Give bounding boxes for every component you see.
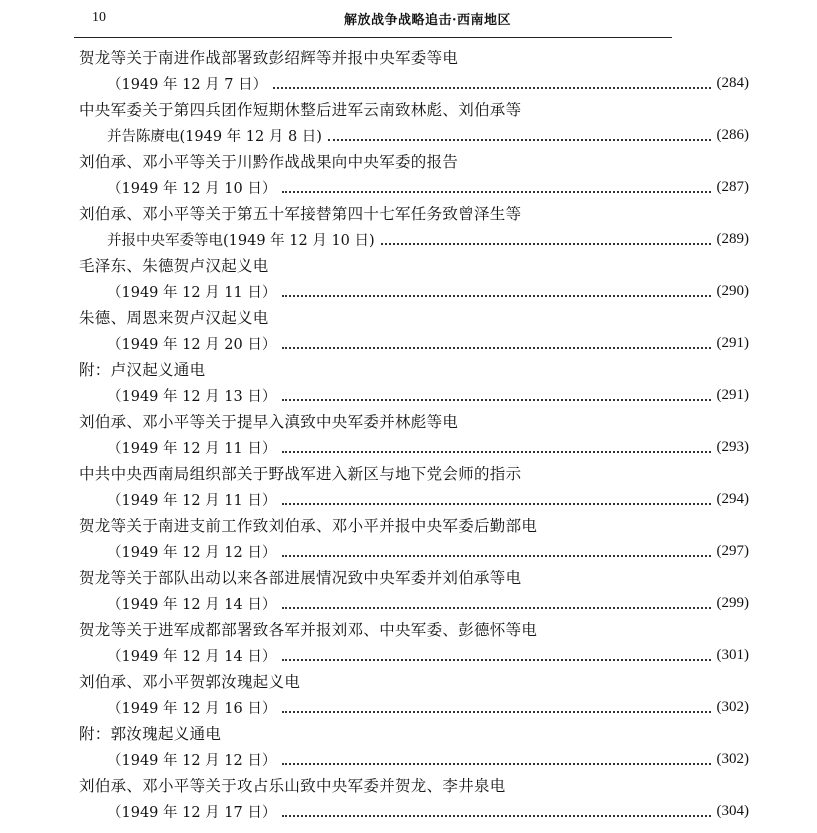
toc-entry [0,772,749,824]
running-title: 解放战争战略追击·西南地区 [344,13,512,28]
entry-title: 刘伯承、邓小平等关于攻占乐山致中央军委并贺龙、李井泉电 [79,777,506,795]
toc-entry [0,200,749,252]
leader-dots [273,73,710,89]
entry-date: （1949 年 12 月 11 日） [107,440,277,457]
entry-page: (304) [716,802,749,819]
toc-entry [0,356,749,408]
toc-entry [0,512,749,564]
entry-date: （1949 年 12 月 10 日） [107,180,277,197]
leader-dots [282,645,710,661]
leader-dots [282,385,710,401]
entry-date: 并告陈赓电(1949 年 12 月 8 日) [107,128,322,145]
leader-dots [282,281,710,297]
entry-title: 毛泽东、朱德贺卢汉起义电 [79,257,269,275]
entry-title: 朱德、周恩来贺卢汉起义电 [79,309,269,327]
entry-date: （1949 年 12 月 12 日） [107,752,277,769]
entry-title: 贺龙等关于南进作战部署致彭绍辉等并报中央军委等电 [79,49,459,67]
toc-entry [0,668,749,720]
leader-dots [282,541,710,557]
entry-page: (291) [716,334,749,351]
entry-date: （1949 年 12 月 17 日） [107,804,277,821]
toc-entry [0,44,749,96]
leader-dots [381,229,711,245]
entry-title: 中央军委关于第四兵团作短期休整后进军云南致林彪、刘伯承等 [79,101,522,119]
toc-entry [0,96,749,148]
entry-date: （1949 年 12 月 16 日） [107,700,277,717]
entry-title: 贺龙等关于南进支前工作致刘伯承、邓小平并报中央军委后勤部电 [79,517,538,535]
entry-title: 中共中央西南局组织部关于野战军进入新区与地下党会师的指示 [79,465,522,483]
entry-page: (293) [716,438,749,455]
entry-page: (302) [716,698,749,715]
entry-page: (287) [716,178,749,195]
leader-dots [328,125,711,141]
entry-date: （1949 年 12 月 11 日） [107,492,277,509]
entry-page: (290) [716,282,749,299]
entry-page: (289) [716,230,749,247]
entry-date: （1949 年 12 月 14 日） [107,648,277,665]
entry-title: 附：卢汉起义通电 [79,361,206,379]
toc-list [0,44,749,824]
entry-date: （1949 年 12 月 12 日） [107,544,277,561]
entry-date: （1949 年 12 月 14 日） [107,596,277,613]
toc-entry [0,720,749,772]
entry-title: 刘伯承、邓小平等关于提早入滇致中央军委并林彪等电 [79,413,459,431]
entry-title: 刘伯承、邓小平等关于川黔作战战果向中央军委的报告 [79,153,459,171]
toc-entry [0,304,749,356]
leader-dots [282,437,710,453]
entry-title: 刘伯承、邓小平等关于第五十军接替第四十七军任务致曾泽生等 [79,205,522,223]
entry-page: (286) [716,126,749,143]
leader-dots [282,749,710,765]
entry-date: （1949 年 12 月 13 日） [107,388,277,405]
toc-entry [0,148,749,200]
leader-dots [282,801,710,817]
toc-entry [0,252,749,304]
leader-dots [282,697,710,713]
entry-date: （1949 年 12 月 11 日） [107,284,277,301]
leader-dots [282,177,710,193]
page-number: 10 [92,10,106,25]
leader-dots [282,489,710,505]
entry-page: (291) [716,386,749,403]
entry-page: (284) [716,74,749,91]
toc-entry [0,616,749,668]
entry-date: （1949 年 12 月 7 日） [107,76,268,93]
entry-title: 刘伯承、邓小平贺郭汝瑰起义电 [79,673,301,691]
entry-page: (297) [716,542,749,559]
entry-page: (302) [716,750,749,767]
page-header [74,0,672,38]
entry-page: (299) [716,594,749,611]
entry-page: (301) [716,646,749,663]
entry-date: 并报中央军委等电(1949 年 12 月 10 日) [107,232,375,249]
entry-date: （1949 年 12 月 20 日） [107,336,277,353]
entry-title: 贺龙等关于部队出动以来各部进展情况致中央军委并刘伯承等电 [79,569,522,587]
toc-entry [0,564,749,616]
toc-entry [0,460,749,512]
entry-page: (294) [716,490,749,507]
leader-dots [282,593,710,609]
entry-title: 贺龙等关于进军成都部署致各军并报刘邓、中央军委、彭德怀等电 [79,621,538,639]
leader-dots [282,333,710,349]
toc-entry [0,408,749,460]
entry-title: 附：郭汝瑰起义通电 [79,725,222,743]
